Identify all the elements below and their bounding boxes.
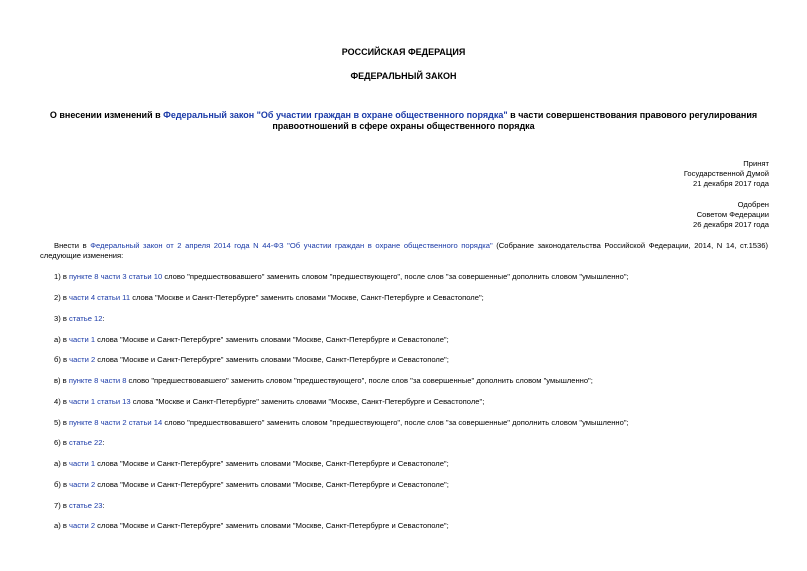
- item-pre: в) в: [54, 376, 69, 385]
- amendment-item-4: [54, 397, 484, 407]
- law-title: [40, 110, 767, 132]
- adoption-block: [684, 159, 769, 189]
- adoption-line-3: 21 декабря 2017 года: [693, 179, 769, 188]
- intro-paragraph: [40, 241, 768, 261]
- doc-type-heading: ФЕДЕРАЛЬНЫЙ ЗАКОН: [350, 71, 457, 81]
- item-post: :: [102, 438, 105, 447]
- item-pre: б) в: [54, 480, 70, 489]
- item-post: слово "предшествовавшего" заменить словом "предшествующего", после слов "за совершенные" дополнить словом "умышленно";: [162, 418, 629, 427]
- item-pre: 1) в: [54, 272, 70, 281]
- item-pre: 4) в: [54, 397, 70, 406]
- item-pre: 2) в: [54, 293, 70, 302]
- approval-line-1: Одобрен: [737, 200, 769, 209]
- law-title-post: в части совершенствования правового регулирования правоотношений в сфере охраны общественного порядка: [272, 110, 758, 131]
- item-link[interactable]: части 1: [69, 335, 96, 344]
- item-pre: 5) в: [54, 418, 70, 427]
- item-pre: 3) в: [54, 314, 70, 323]
- amendment-item-5: [54, 418, 629, 428]
- intro-pre: Внести в: [54, 241, 91, 250]
- item-pre: а) в: [54, 459, 70, 468]
- item-link[interactable]: пункте 8 части 2 статьи 14: [69, 418, 163, 427]
- amendment-item-7a: [54, 521, 449, 531]
- item-post: слова "Москве и Санкт-Петербурге" заменить словами "Москве, Санкт-Петербурге и Севастополе";: [95, 355, 449, 364]
- item-post: слова "Москве и Санкт-Петербурге" заменить словами "Москве, Санкт-Петербурге и Севастополе";: [130, 293, 484, 302]
- item-post: слова "Москве и Санкт-Петербурге" заменить словами "Москве, Санкт-Петербурге и Севастополе";: [95, 459, 449, 468]
- item-link[interactable]: части 2: [69, 480, 96, 489]
- country-heading: РОССИЙСКАЯ ФЕДЕРАЦИЯ: [341, 47, 466, 57]
- item-post: слова "Москве и Санкт-Петербурге" заменить словами "Москве, Санкт-Петербурге и Севастополе";: [95, 521, 449, 530]
- item-link[interactable]: пункте 8 части 3 статьи 10: [69, 272, 163, 281]
- adoption-line-1: Принят: [743, 159, 769, 168]
- item-pre: 6) в: [54, 438, 70, 447]
- item-link[interactable]: части 4 статьи 11: [69, 293, 131, 302]
- item-link[interactable]: статье 23: [69, 501, 103, 510]
- item-post: :: [102, 501, 105, 510]
- amendment-item-2: [54, 293, 484, 303]
- law-title-link[interactable]: Федеральный закон "Об участии граждан в охране общественного порядка": [163, 110, 508, 120]
- intro-post: (Собрание законодательства Российской Федерации, 2014, N 14, ст.1536) следующие изменения:: [40, 241, 768, 260]
- intro-law-link[interactable]: Федеральный закон от 2 апреля 2014 года N 44-ФЗ "Об участии граждан в охране общественного порядка": [90, 241, 493, 250]
- amendment-item-3c: [54, 376, 593, 386]
- item-link[interactable]: статье 12: [69, 314, 103, 323]
- item-link[interactable]: части 2: [69, 521, 96, 530]
- item-post: слова "Москве и Санкт-Петербурге" заменить словами "Москве, Санкт-Петербурге и Севастополе";: [130, 397, 485, 406]
- law-title-pre: О внесении изменений в: [49, 110, 164, 120]
- item-link[interactable]: части 1 статьи 13: [69, 397, 131, 406]
- amendment-item-1: [54, 272, 629, 282]
- amendment-item-3: [54, 314, 105, 324]
- item-pre: а) в: [54, 521, 70, 530]
- amendment-item-7: [54, 501, 105, 511]
- amendment-item-6a: [54, 459, 449, 469]
- item-post: слова "Москве и Санкт-Петербурге" заменить словами "Москве, Санкт-Петербурге и Севастополе";: [95, 480, 449, 489]
- amendment-item-3b: [54, 355, 449, 365]
- item-post: слово "предшествовавшего" заменить словом "предшествующего", после слов "за совершенные" дополнить словом "умышленно";: [126, 376, 593, 385]
- item-pre: б) в: [54, 355, 70, 364]
- item-post: :: [102, 314, 105, 323]
- amendment-item-6: [54, 438, 105, 448]
- item-link[interactable]: части 2: [69, 355, 96, 364]
- item-post: слова "Москве и Санкт-Петербурге" заменить словами "Москве, Санкт-Петербурге и Севастополе";: [95, 335, 449, 344]
- item-link[interactable]: статье 22: [69, 438, 103, 447]
- item-pre: 7) в: [54, 501, 70, 510]
- item-link[interactable]: пункте 8 части 8: [68, 376, 127, 385]
- amendment-item-6b: [54, 480, 449, 490]
- item-post: слово "предшествовавшего" заменить словом "предшествующего", после слов "за совершенные" дополнить словом "умышленно";: [162, 272, 629, 281]
- approval-line-3: 26 декабря 2017 года: [693, 220, 769, 229]
- item-link[interactable]: части 1: [69, 459, 96, 468]
- adoption-line-2: Государственной Думой: [683, 169, 769, 178]
- approval-block: [693, 200, 769, 230]
- approval-line-2: Советом Федерации: [696, 210, 769, 219]
- item-pre: а) в: [54, 335, 70, 344]
- amendment-item-3a: [54, 335, 449, 345]
